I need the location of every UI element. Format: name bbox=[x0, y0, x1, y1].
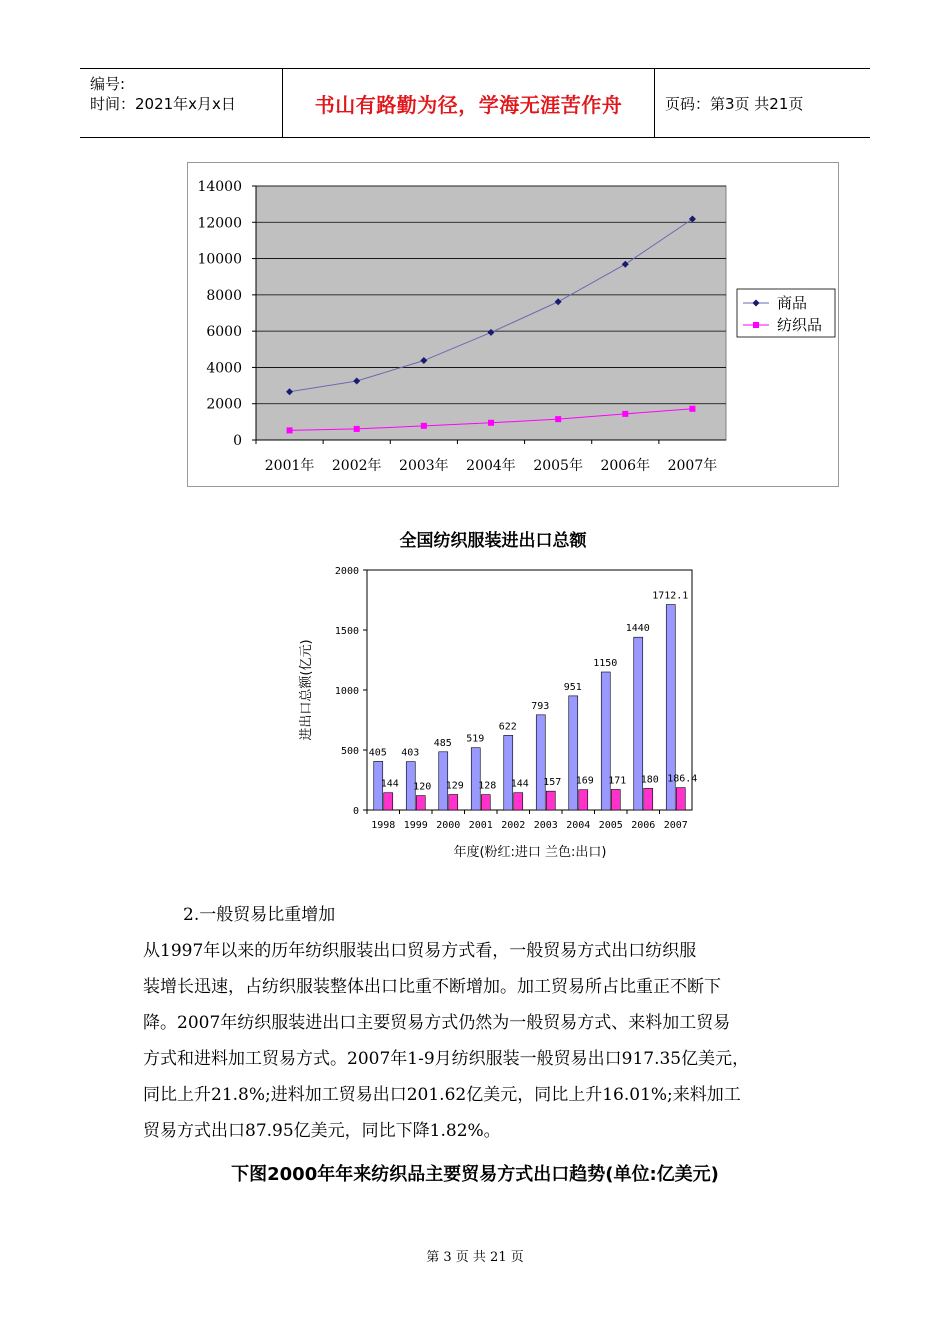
data-label: 120 bbox=[413, 781, 432, 793]
bar bbox=[536, 715, 545, 810]
body-line: 同比上升21.8%;进料加工贸易出口201.62亿美元，同比上升16.01%;来料加工 bbox=[143, 1085, 741, 1105]
bar bbox=[569, 696, 578, 810]
data-label: 169 bbox=[575, 775, 594, 787]
y-tick-label: 14000 bbox=[197, 179, 242, 195]
page-footer: 第 3 页 共 21 页 bbox=[426, 1250, 524, 1265]
line-chart bbox=[187, 162, 839, 487]
data-label: 171 bbox=[608, 775, 627, 787]
data-label: 129 bbox=[445, 780, 464, 792]
data-label: 403 bbox=[401, 747, 420, 759]
x-tick-label: 2006年 bbox=[600, 458, 651, 474]
bar bbox=[416, 796, 425, 810]
legend-marker bbox=[753, 322, 759, 328]
y-tick-label: 1000 bbox=[334, 686, 359, 697]
y-tick-label: 4000 bbox=[206, 360, 242, 377]
bar bbox=[676, 788, 685, 810]
y-tick-label: 500 bbox=[340, 746, 359, 757]
data-point bbox=[488, 420, 494, 426]
y-tick-label: 2000 bbox=[334, 566, 359, 577]
x-axis-label: 年度(粉红:进口 兰色:出口) bbox=[453, 845, 607, 860]
y-axis-label: 进出口总额(亿元) bbox=[299, 639, 314, 741]
data-label: 519 bbox=[466, 733, 485, 745]
legend-label: 商品 bbox=[777, 294, 808, 312]
x-tick-label: 2003 bbox=[533, 820, 558, 831]
number-label: 编号: bbox=[90, 75, 126, 93]
x-tick-label: 2004 bbox=[566, 820, 591, 831]
bar bbox=[546, 791, 555, 810]
y-tick-label: 12000 bbox=[197, 215, 242, 232]
y-tick-label: 0 bbox=[233, 433, 242, 449]
bar bbox=[514, 793, 523, 810]
bar bbox=[481, 795, 490, 810]
data-label: 128 bbox=[478, 780, 497, 792]
y-tick-label: 1500 bbox=[334, 626, 359, 637]
x-tick-label: 2006 bbox=[631, 820, 656, 831]
body-line: 方式和进料加工贸易方式。2007年1-9月纺织服装一般贸易出口917.35亿美元， bbox=[143, 1049, 750, 1069]
section-heading: 2.一般贸易比重增加 bbox=[183, 905, 336, 925]
data-label: 1150 bbox=[593, 658, 618, 669]
y-tick-label: 8000 bbox=[206, 287, 242, 304]
data-label: 144 bbox=[510, 778, 529, 790]
bar bbox=[601, 672, 610, 810]
bar bbox=[384, 793, 393, 810]
plot-area bbox=[256, 186, 726, 440]
x-tick-label: 1998 bbox=[371, 820, 396, 831]
x-tick-label: 1999 bbox=[403, 820, 428, 831]
body-line: 降。2007年纺织服装进出口主要贸易方式仍然为一般贸易方式、来料加工贸易 bbox=[143, 1013, 731, 1033]
page-info: 页码：第3页 共21页 bbox=[665, 94, 804, 113]
header-page-cell bbox=[655, 69, 870, 137]
x-tick-label: 2005年 bbox=[533, 458, 583, 474]
y-tick-label: 6000 bbox=[206, 324, 242, 341]
bar bbox=[611, 789, 620, 810]
data-point bbox=[421, 423, 427, 429]
y-tick-label: 2000 bbox=[206, 396, 242, 413]
x-tick-label: 2002年 bbox=[331, 458, 382, 474]
x-tick-label: 2000 bbox=[436, 820, 461, 831]
figure-caption: 下图2000年年来纺织品主要贸易方式出口趋势(单位:亿美元) bbox=[231, 1164, 719, 1185]
bar bbox=[449, 795, 458, 810]
data-label: 1712.1 bbox=[652, 590, 689, 602]
data-label: 186.4 bbox=[667, 773, 698, 785]
data-point bbox=[354, 426, 360, 432]
body-line: 从1997年以来的历年纺织服装出口贸易方式看，一般贸易方式出口纺织服 bbox=[143, 941, 697, 961]
bar bbox=[579, 790, 588, 810]
data-point bbox=[689, 406, 695, 412]
legend-label: 纺织品 bbox=[777, 316, 823, 334]
x-tick-label: 2007年 bbox=[667, 458, 718, 474]
data-label: 793 bbox=[531, 700, 550, 712]
data-label: 180 bbox=[640, 774, 659, 786]
x-tick-label: 2001 bbox=[468, 820, 493, 831]
body-line: 装增长迅速，占纺织服装整体出口比重不断增加。加工贸易所占比重正不断下 bbox=[143, 977, 721, 997]
data-label: 405 bbox=[368, 747, 387, 759]
data-label: 622 bbox=[498, 721, 517, 733]
x-tick-label: 2007 bbox=[663, 820, 688, 831]
x-tick-label: 2003年 bbox=[399, 458, 449, 474]
bar-chart bbox=[280, 520, 720, 870]
chart-title: 全国纺织服装进出口总额 bbox=[399, 531, 587, 551]
header-info-cell bbox=[80, 69, 283, 137]
data-label: 1440 bbox=[625, 623, 650, 635]
bar bbox=[504, 735, 513, 810]
page-header bbox=[80, 68, 870, 138]
bar bbox=[644, 788, 653, 810]
data-point bbox=[555, 416, 561, 422]
data-label: 157 bbox=[543, 777, 562, 789]
x-tick-label: 2002 bbox=[501, 820, 526, 831]
y-tick-label: 0 bbox=[352, 806, 359, 817]
header-motto-cell bbox=[283, 69, 655, 137]
data-point bbox=[622, 411, 628, 417]
data-label: 951 bbox=[563, 681, 582, 693]
x-tick-label: 2004年 bbox=[466, 458, 516, 474]
body-line: 贸易方式出口87.95亿美元，同比下降1.82%。 bbox=[143, 1121, 501, 1141]
x-tick-label: 2005 bbox=[598, 820, 623, 831]
y-tick-label: 10000 bbox=[197, 251, 242, 268]
motto: 书山有路勤为径，学海无涯苦作舟 bbox=[314, 92, 623, 117]
time-label: 时间：2021年x月x日 bbox=[90, 95, 236, 113]
data-label: 485 bbox=[433, 737, 452, 749]
x-tick-label: 2001年 bbox=[264, 458, 315, 474]
bar bbox=[471, 748, 480, 810]
data-label: 144 bbox=[380, 778, 399, 790]
data-point bbox=[287, 427, 293, 433]
